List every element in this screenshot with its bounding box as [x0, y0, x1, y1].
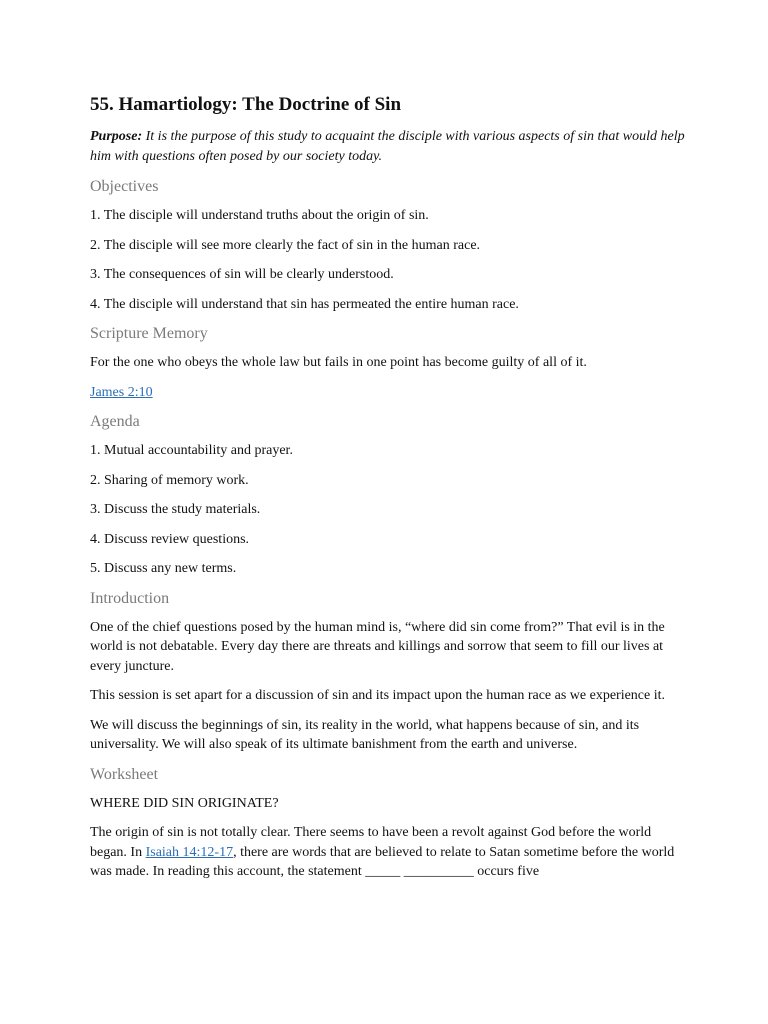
- objective-item: 3. The consequences of sin will be clearly understood.: [90, 267, 394, 282]
- agenda-item: 1. Mutual accountability and prayer.: [90, 443, 293, 458]
- worksheet-subheading: WHERE DID SIN ORIGINATE?: [90, 795, 279, 811]
- worksheet-text-before-link: The origin of sin is not totally clear. There seems to have been a revolt against God before the world began. In: [90, 825, 652, 860]
- agenda-item: 4. Discuss review questions.: [90, 531, 250, 547]
- objective-item: 2. The disciple will see more clearly the fact of sin in the human race.: [90, 237, 481, 253]
- purpose-label: Purpose:: [90, 129, 143, 144]
- objective-item: 1. The disciple will understand truths about the origin of sin.: [90, 208, 429, 223]
- worksheet-text-after-link: , there are words that are believed to relate to Satan sometime before the world was made. In reading this account, the statement _____ __________ occurs five: [90, 844, 675, 879]
- agenda-item: 2. Sharing of memory work.: [90, 472, 249, 488]
- worksheet-heading: Worksheet: [90, 765, 159, 783]
- purpose-paragraph: [90, 127, 690, 166]
- objective-item: 4. The disciple will understand that sin has permeated the entire human race.: [90, 296, 519, 312]
- worksheet-paragraph: [90, 823, 690, 882]
- scripture-reference-link[interactable]: James 2:10: [90, 384, 153, 400]
- agenda-item: 5. Discuss any new terms.: [90, 561, 237, 576]
- purpose-text: It is the purpose of this study to acquaint the disciple with various aspects of sin that would help him with questions often posed by our society today.: [90, 129, 685, 164]
- scripture-verse: For the one who obeys the whole law but fails in one point has become guilty of all of it.: [90, 355, 587, 370]
- introduction-paragraph: This session is set apart for a discussion of sin and its impact upon the human race as we experience it.: [90, 688, 666, 703]
- document-body: [90, 92, 690, 892]
- objectives-heading: Objectives: [90, 178, 159, 195]
- agenda-item: 3. Discuss the study materials.: [90, 502, 261, 517]
- isaiah-reference-link[interactable]: Isaiah 14:12-17: [145, 844, 234, 860]
- scripture-reference-paragraph: [90, 383, 690, 403]
- document-title: 55. Hamartiology: The Doctrine of Sin: [90, 94, 402, 115]
- introduction-paragraph: We will discuss the beginnings of sin, its reality in the world, what happens because of sin, and its universality. We will also speak of its ultimate banishment from the earth and universe.: [90, 717, 640, 752]
- agenda-heading: Agenda: [90, 413, 140, 430]
- scripture-memory-heading: Scripture Memory: [90, 325, 208, 342]
- introduction-paragraph: One of the chief questions posed by the human mind is, “where did sin come from?” That evil is in the world is not debatable. Every day there are threats and killings and sorrow that seem to fill our lives at every juncture.: [90, 619, 665, 674]
- introduction-heading: Introduction: [90, 589, 170, 607]
